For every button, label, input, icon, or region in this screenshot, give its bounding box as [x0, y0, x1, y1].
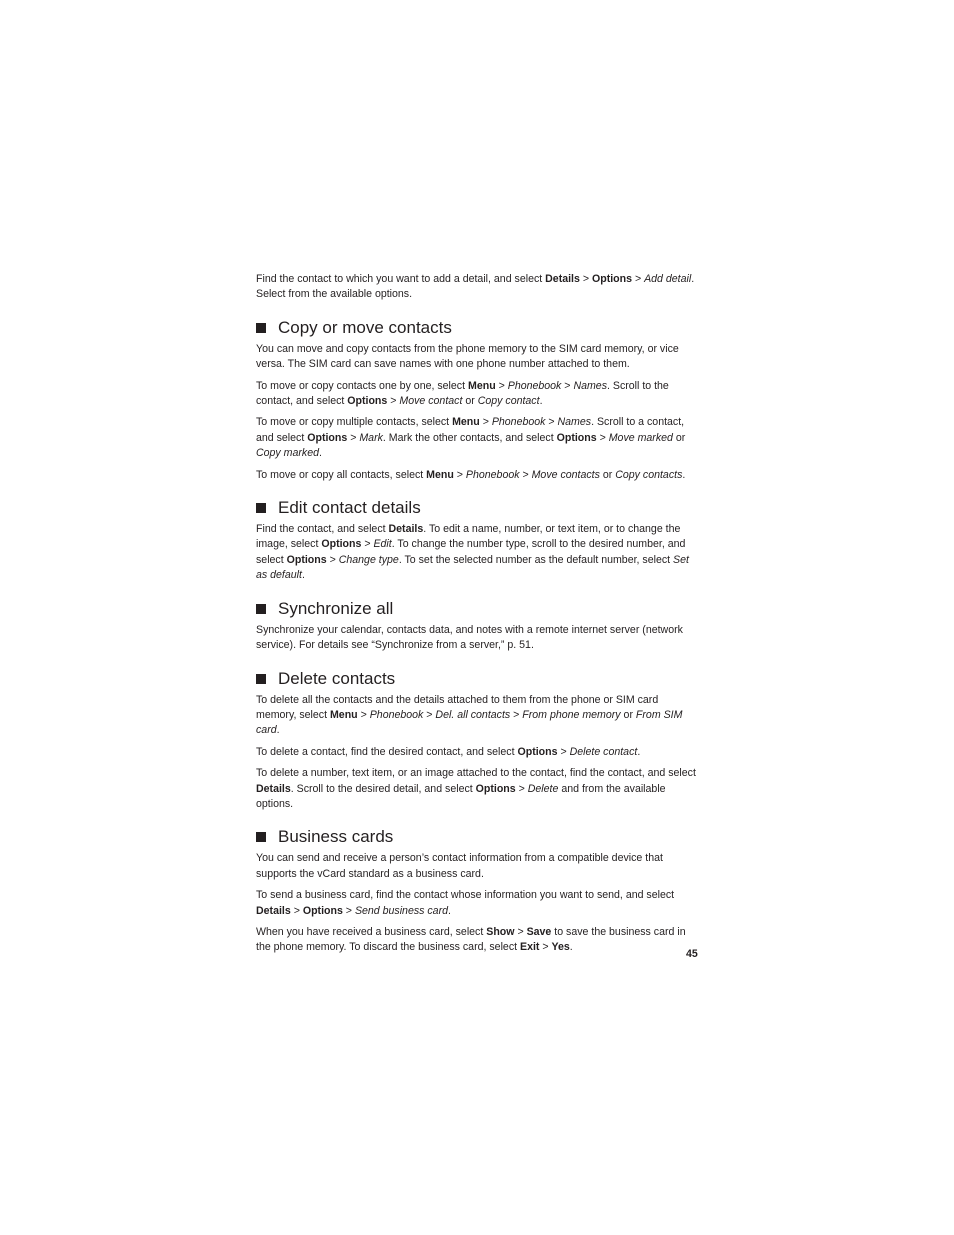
- body-text: To move or copy contacts one by one, select: [256, 379, 468, 392]
- body-text: . To set the selected number as the default number, select: [398, 553, 674, 566]
- section-paragraph: [256, 342, 698, 373]
- body-text: You can send and receive a person’s contact information from a compatible device that supports the vCard standard as a business card.: [256, 852, 663, 880]
- body-text: To move or copy multiple contacts, select: [256, 416, 453, 429]
- body-text: to save the business card in the phone memory. To discard the business card, select: [256, 925, 686, 954]
- ui-term: Exit: [520, 941, 540, 954]
- body-text: To delete all the contacts and the details attached to them from the phone or SIM card memory, select: [256, 693, 659, 721]
- menu-option-term: Delete contact: [569, 745, 638, 758]
- menu-option-term: Move contacts: [531, 468, 600, 481]
- menu-option-term: Del. all contacts: [435, 708, 511, 721]
- section-copy-or-move-contacts: [256, 318, 698, 483]
- body-text: .: [319, 447, 322, 460]
- ui-term: Options: [347, 395, 388, 408]
- menu-option-term: Copy contacts: [615, 468, 683, 481]
- body-text: >: [519, 468, 532, 481]
- body-text: >: [347, 431, 360, 444]
- body-text: >: [596, 431, 609, 444]
- menu-option-term: Phonebook: [507, 379, 562, 392]
- square-bullet-icon: [256, 674, 266, 684]
- body-text: Synchronize your calendar, contacts data, and notes with a remote internet server (network service). For details see “Synchronize from a server,” p. 51.: [256, 623, 683, 652]
- body-text: . Select from the available options.: [256, 273, 695, 301]
- section-paragraph: [256, 379, 698, 410]
- ui-term: Options: [475, 782, 516, 795]
- section-paragraph: [256, 623, 698, 654]
- menu-option-term: Delete: [527, 782, 559, 795]
- section-paragraph: [256, 851, 698, 882]
- body-text: . To edit a name, number, or text item, or to change the image, select: [256, 523, 681, 551]
- section-heading: [256, 669, 698, 689]
- body-text: >: [342, 904, 355, 917]
- section-heading: [256, 599, 698, 619]
- body-text: >: [495, 379, 508, 392]
- body-text: >: [539, 941, 552, 954]
- body-text: .: [569, 941, 573, 954]
- ui-term: Menu: [452, 416, 480, 429]
- section-paragraph: [256, 693, 698, 739]
- body-text: or: [672, 431, 686, 444]
- body-text: >: [561, 379, 574, 392]
- section-paragraph: [256, 468, 698, 483]
- body-text: To delete a number, text item, or an image attached to the contact, find the contact, and select: [256, 767, 696, 780]
- body-text: >: [326, 553, 339, 566]
- body-text: To send a business card, find the contact whose information you want to send, and select: [256, 889, 675, 902]
- menu-option-term: Edit: [373, 538, 392, 551]
- body-text: . Scroll to the contact, and select: [256, 379, 669, 408]
- section-title: Synchronize all: [278, 598, 394, 618]
- body-text: and from the available options.: [256, 782, 666, 810]
- body-text: When you have received a business card, select: [256, 925, 487, 938]
- menu-option-term: Names: [573, 379, 607, 392]
- body-text: >: [387, 395, 400, 408]
- body-text: Find the contact to which you want to add a detail, and select: [256, 273, 546, 285]
- body-text: >: [361, 538, 374, 551]
- section-heading: [256, 827, 698, 847]
- body-text: or: [599, 468, 616, 481]
- section-title: Copy or move contacts: [278, 317, 452, 337]
- body-text: .: [448, 904, 451, 917]
- body-text: >: [632, 273, 645, 285]
- section-title: Edit contact details: [278, 498, 421, 518]
- ui-term: Details: [256, 782, 291, 795]
- body-text: . Scroll to the desired detail, and select: [290, 782, 476, 795]
- section-paragraph: [256, 745, 698, 760]
- body-text: Find the contact, and select: [256, 523, 389, 536]
- sections-container: [256, 318, 698, 956]
- square-bullet-icon: [256, 503, 266, 513]
- page-content: [256, 272, 698, 962]
- menu-option-term: Add detail: [644, 273, 692, 285]
- menu-option-term: Names: [557, 416, 592, 429]
- body-text: . Scroll to a contact, and select: [256, 416, 685, 444]
- ui-term: Show: [486, 925, 515, 938]
- body-text: >: [579, 273, 592, 285]
- ui-term: Options: [286, 553, 327, 566]
- page-number: 45: [686, 948, 698, 960]
- ui-term: Details: [545, 273, 580, 285]
- body-text: >: [453, 468, 466, 481]
- square-bullet-icon: [256, 604, 266, 614]
- body-text: You can move and copy contacts from the phone memory to the SIM card memory, or vice versa. The SIM card can save names with one phone number attached to them.: [256, 342, 679, 371]
- ui-term: Options: [307, 431, 348, 444]
- body-text: . To change the number type, scroll to the desired number, and select: [256, 538, 686, 566]
- section-title: Business cards: [278, 827, 394, 847]
- section-paragraph: [256, 766, 698, 812]
- section-paragraph: [256, 925, 698, 956]
- menu-option-term: Copy contact: [477, 395, 540, 408]
- menu-option-term: Phonebook: [491, 416, 546, 429]
- body-text: .: [637, 745, 641, 758]
- body-text: To move or copy all contacts, select: [256, 468, 427, 481]
- body-text: .: [276, 724, 280, 737]
- body-text: or: [462, 395, 478, 408]
- ui-term: Options: [556, 431, 597, 444]
- ui-term: Menu: [329, 708, 358, 721]
- body-text: >: [545, 416, 558, 429]
- intro-paragraph: [256, 272, 698, 303]
- section-synchronize-all: [256, 599, 698, 654]
- body-text: >: [515, 782, 528, 795]
- ui-term: Options: [302, 904, 343, 917]
- ui-term: Options: [517, 745, 558, 758]
- body-text: or: [620, 708, 636, 721]
- section-paragraph: [256, 415, 698, 461]
- menu-option-term: Set as default: [256, 553, 689, 582]
- square-bullet-icon: [256, 832, 266, 842]
- section-paragraph: [256, 888, 698, 919]
- menu-option-term: Mark: [359, 431, 383, 444]
- menu-option-term: From phone memory: [522, 708, 621, 721]
- body-text: >: [290, 904, 303, 917]
- body-text: >: [510, 708, 523, 721]
- section-heading: [256, 318, 698, 338]
- section-delete-contacts: [256, 669, 698, 813]
- section-business-cards: [256, 827, 698, 955]
- section-heading: [256, 498, 698, 518]
- menu-option-term: Send business card: [354, 904, 448, 917]
- body-text: >: [479, 416, 492, 429]
- ui-term: Menu: [426, 468, 454, 481]
- body-text: .: [682, 468, 686, 481]
- ui-term: Details: [256, 904, 291, 917]
- ui-term: Options: [321, 538, 362, 551]
- body-text: >: [423, 708, 436, 721]
- menu-option-term: Change type: [338, 553, 399, 566]
- body-text: >: [357, 708, 370, 721]
- menu-option-term: Phonebook: [369, 708, 424, 721]
- body-text: To delete a contact, find the desired contact, and select: [256, 745, 518, 758]
- section-paragraph: [256, 522, 698, 584]
- ui-term: Options: [591, 273, 633, 285]
- section-title: Delete contacts: [278, 668, 396, 688]
- menu-option-term: Move contact: [399, 395, 463, 408]
- menu-option-term: From SIM card: [256, 708, 683, 737]
- menu-option-term: Move marked: [608, 431, 673, 444]
- body-text: >: [514, 925, 527, 938]
- body-text: . Mark the other contacts, and select: [382, 431, 557, 444]
- body-text: .: [539, 395, 543, 408]
- menu-option-term: Copy marked: [256, 447, 319, 460]
- menu-option-term: Phonebook: [465, 468, 520, 481]
- body-text: >: [557, 745, 570, 758]
- ui-term: Menu: [468, 379, 496, 392]
- ui-term: Yes: [551, 941, 570, 954]
- ui-term: Save: [526, 925, 552, 938]
- body-text: .: [301, 569, 305, 582]
- ui-term: Details: [388, 523, 424, 536]
- section-edit-contact-details: [256, 498, 698, 584]
- square-bullet-icon: [256, 323, 266, 333]
